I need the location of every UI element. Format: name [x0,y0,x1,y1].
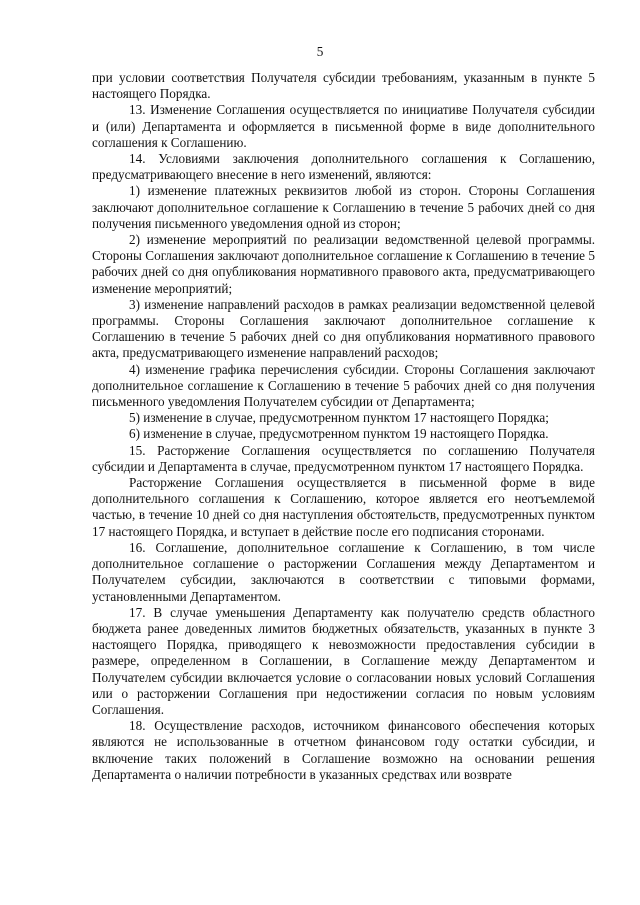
paragraph-continuation: при условии соответствия Получателя субсидии требованиям, указанным в пункте 5 настоящего Порядка. [92,70,595,102]
paragraph-item-15-continued: Расторжение Соглашения осуществляется в письменной форме в виде дополнительного соглашения к Соглашению, которое является его неотъемлемой частью, в течение 10 дней со дня наступления обстоятельств, предусмотренных пунктом 17 настоящего Порядка, и вступает в действие после его подписания сторонами. [92,475,595,539]
page-number: 5 [316,44,324,59]
paragraph-subitem-1: 1) изменение платежных реквизитов любой из сторон. Стороны Соглашения заключают дополнительное соглашение к Соглашению в течение 5 рабочих дней со дня получения письменного уведомления одной из сторон; [92,183,595,231]
paragraph-subitem-6: 6) изменение в случае, предусмотренном пунктом 19 настоящего Порядка. [129,426,549,442]
paragraph-subitem-4: 4) изменение графика перечисления субсидии. Стороны Соглашения заключают дополнительное соглашение к Соглашению в течение 5 рабочих дней со дня получения письменного уведомления Получателем субсидии от Департамента; [92,361,595,410]
paragraph-item-17: 17. В случае уменьшения Департаменту как получателю средств областного бюджета ранее доведенных лимитов бюджетных обязательств, указанных в пункте 3 настоящего Порядка, приводящего к невозможности предоставления субсидии в размере, определенном в Соглашении, в Соглашение между Департаментом и Получателем субсидии включается условие о согласовании новых условий Соглашения или о расторжении Соглашения при недостижении согласия по новым условиям Соглашения. [92,604,595,717]
document-body [92,70,595,783]
paragraph-subitem-2: 2) изменение мероприятий по реализации ведомственной целевой программы. Стороны Соглашения заключают дополнительное соглашение к Соглашению в течение 5 рабочих дней со дня опубликования нормативного правового акта, предусматривающего изменение мероприятий; [92,232,595,296]
paragraph-item-18: 18. Осуществление расходов, источником финансового обеспечения которых являются не использованные в отчетном финансовом году остатки субсидии, и включение таких положений в Соглашение возможно на основании решения Департамента о наличии потребности в указанных средствах или возврате [92,718,595,782]
paragraph-item-15: 15. Расторжение Соглашения осуществляется по соглашению Получателя субсидии и Департамента в случае, предусмотренном пунктом 17 настоящего Порядка. [92,442,595,474]
paragraph-item-13: 13. Изменение Соглашения осуществляется по инициативе Получателя субсидии и (или) Департамента и оформляется в письменной форме в виде дополнительного соглашения к Соглашению. [92,102,595,150]
paragraph-subitem-5: 5) изменение в случае, предусмотренном пунктом 17 настоящего Порядка; [129,410,549,426]
paragraph-item-16: 16. Соглашение, дополнительное соглашение к Соглашению, в том числе дополнительное соглашение о расторжении Соглашения между Департаментом и Получателем субсидии, заключаются в соответствии с типовыми формами, установленными Департаментом. [92,539,595,604]
paragraph-item-14: 14. Условиями заключения дополнительного соглашения к Соглашению, предусматривающего внесение в него изменений, являются: [92,151,595,183]
paragraph-subitem-3: 3) изменение направлений расходов в рамках реализации ведомственной целевой программы. Стороны Соглашения заключают дополнительное соглашение к Соглашению в течение 5 рабочих дней со дня опубликования нормативного правового акта, предусматривающего изменение направлений расходов; [92,296,595,361]
